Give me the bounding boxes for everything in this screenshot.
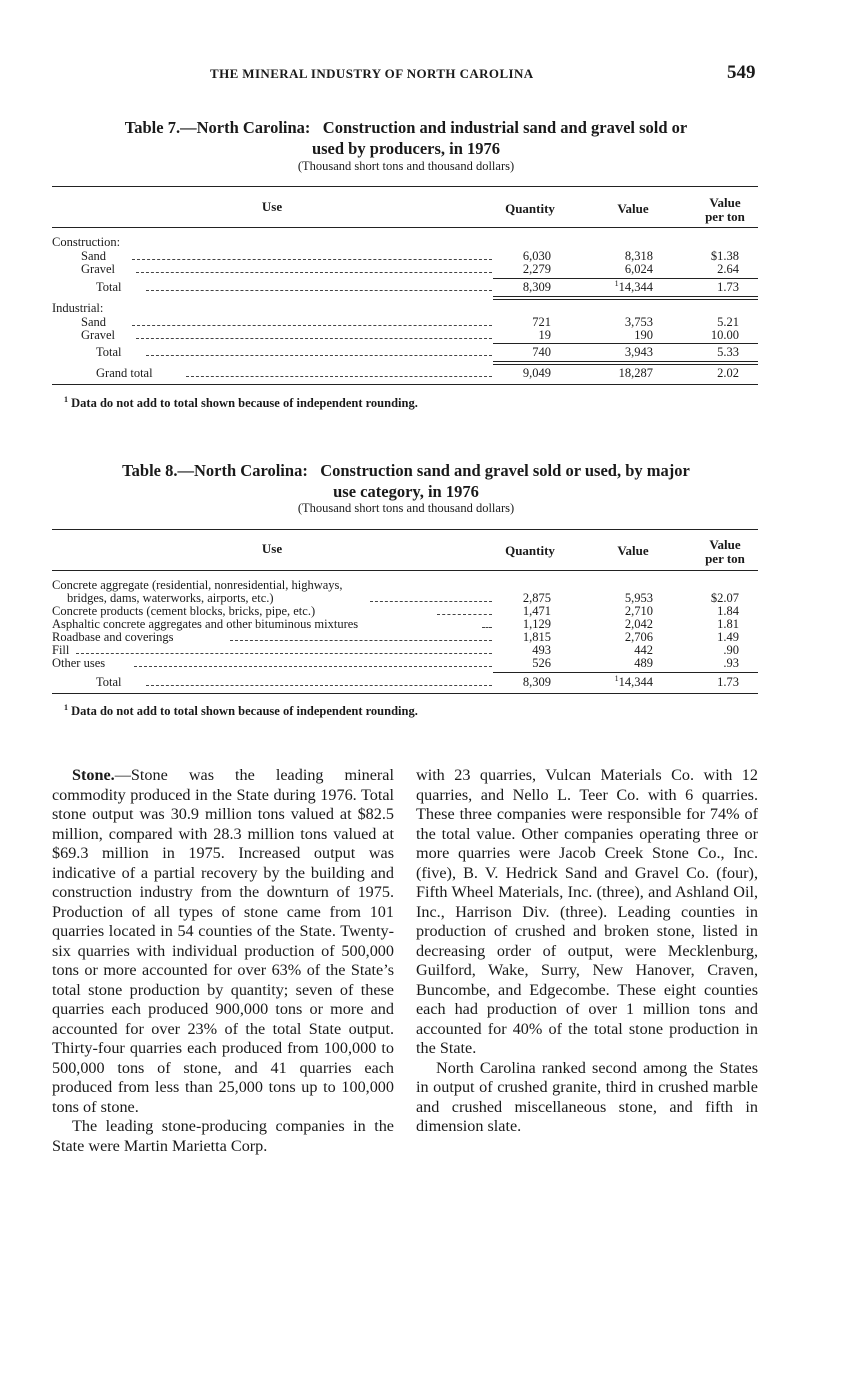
table-row: Roadbase and coverings 1,815 2,706 1.49 — [52, 630, 739, 644]
rule — [52, 384, 758, 385]
rule — [52, 570, 758, 571]
page-number: 549 — [727, 62, 756, 83]
page-header — [0, 64, 863, 86]
rule — [52, 693, 758, 694]
rule — [493, 296, 758, 297]
table-row: Gravel 2,279 6,024 2.64 — [81, 262, 739, 276]
table-7-title-line2: used by producers, in 1976 — [311, 139, 501, 158]
table-row-total: Total 8,309 $^1$14,344 1.73 — [96, 673, 739, 689]
rule — [493, 278, 758, 279]
table-row — [52, 236, 758, 249]
table-row: Concrete aggregate (residential, nonresidential, highways, — [52, 578, 343, 592]
rule — [52, 529, 758, 530]
table-row: Other uses 526 489 .93 — [52, 656, 739, 670]
col-head-quantity: Quantity — [505, 543, 555, 558]
group-label: Industrial: — [52, 301, 104, 315]
rule — [493, 361, 758, 362]
table-row: bridges, dams, waterworks, airports, etc.) 2,875 5,953 $2.07 — [67, 591, 739, 605]
col-head-quantity: Quantity — [505, 201, 555, 216]
col-head-value: Value — [617, 201, 649, 216]
table-row-total: Total 8,309 $^1$14,344 1.73 — [96, 278, 739, 294]
table-7-subtitle: (Thousand short tons and thousand dollars) — [297, 159, 515, 173]
col-head-value-per-ton: Value per ton — [705, 537, 745, 566]
table-row-grand-total: Grand total 9,049 18,287 2.02 — [96, 366, 739, 380]
text-column-right — [416, 766, 758, 1137]
rule — [52, 186, 758, 187]
paragraph: Stone.—Stone was the leading mineral commodity produced in the State during 1976. Total stone output was 30.9 million tons valued at $82.5 million, compared with 28.3 million tons valued at $69.3 million in 1975. Increased output was indicative of a partial recovery by the building and construction industry from the downturn of 1975. Production of all types of stone came from 101 quarries located in 54 counties of the State. Twenty-six quarries with individual production of 500,000 tons or more accounted for over 63% of the State’s total stone production by quantity; seven of these quarries each produced 900,000 tons or more and accounted for over 23% of the total State output. Thirty-four quarries each produced from 100,000 to 500,000 tons of stone, and 41 quarries each produced from less than 25,000 tons up to 100,000 tons of stone. — [52, 766, 394, 1116]
table-7-footnote: $^1$ Data do not add to total shown because of independent rounding. — [64, 394, 418, 410]
table-8-title-line2: use category, in 1976 — [333, 482, 479, 501]
table-row: Sand 6,030 8,318 $1.38 — [81, 249, 739, 263]
table-7-title-line1: Table 7.—North Carolina: Construction and industrial sand and gravel sold or — [124, 118, 688, 137]
rule — [493, 672, 758, 673]
table-row: Sand 721 3,753 5.21 — [81, 315, 739, 329]
paragraph: with 23 quarries, Vulcan Materials Co. with 12 quarries, and Nello L. Teer Co. with 6 quarries. These three companies were responsible for 74% of the total value. Other companies operating three or more quarries were Jacob Creek Stone Co., Inc. (five), B. V. Hedrick Sand and Gravel Co. (four), Fifth Wheel Materials, Inc. (three), and Ashland Oil, Inc., Harrison Div. (three). Leading counties in production of crushed and broken stone, listed in decreasing order of output, were Mecklenburg, Guilford, Wake, Surry, New Hanover, Craven, Buncombe, and Edgecombe. These eight counties each had production of over 1 million tons and accounted for 40% of the total stone production in the State. — [416, 766, 758, 1057]
running-head: THE MINERAL INDUSTRY OF NORTH CAROLINA — [210, 66, 534, 81]
table-7-title — [52, 117, 760, 159]
table-row: Concrete products (cement blocks, bricks, pipe, etc.) 1,471 2,710 1.84 — [52, 604, 739, 618]
table-row: Fill 493 442 .90 — [52, 643, 739, 657]
group-label: Construction: — [52, 235, 121, 249]
table-row-total: Total 740 3,943 5.33 — [96, 345, 739, 359]
text-column-left — [52, 766, 394, 1156]
col-head-use: Use — [261, 199, 283, 214]
col-head-value: Value — [617, 543, 649, 558]
table-row: Gravel 19 190 10.00 — [81, 328, 739, 342]
table-row: Asphaltic concrete aggregates and other bituminous mixtures 1,129 2,042 1.81 — [52, 617, 739, 631]
table-8-title — [52, 460, 760, 502]
table-8-title-line1: Table 8.—North Carolina: Construction sand and gravel sold or used, by major — [122, 461, 690, 480]
table-row — [52, 302, 758, 315]
rule — [493, 299, 758, 300]
paragraph: North Carolina ranked second among the States in output of crushed granite, third in crushed marble and crushed miscellaneous stone, and fifth in dimension slate. — [416, 1058, 758, 1135]
paragraph: The leading stone-producing companies in the State were Martin Marietta Corp. — [52, 1117, 394, 1155]
table-8-footnote: $^1$ Data do not add to total shown because of independent rounding. — [64, 702, 418, 718]
section-heading: Stone. — [72, 766, 115, 784]
rule — [52, 227, 758, 228]
table-8-subtitle: (Thousand short tons and thousand dollars) — [297, 501, 515, 515]
rule — [493, 364, 758, 365]
col-head-value-per-ton: Value per ton — [705, 195, 745, 224]
col-head-use: Use — [261, 541, 283, 556]
rule — [493, 343, 758, 344]
